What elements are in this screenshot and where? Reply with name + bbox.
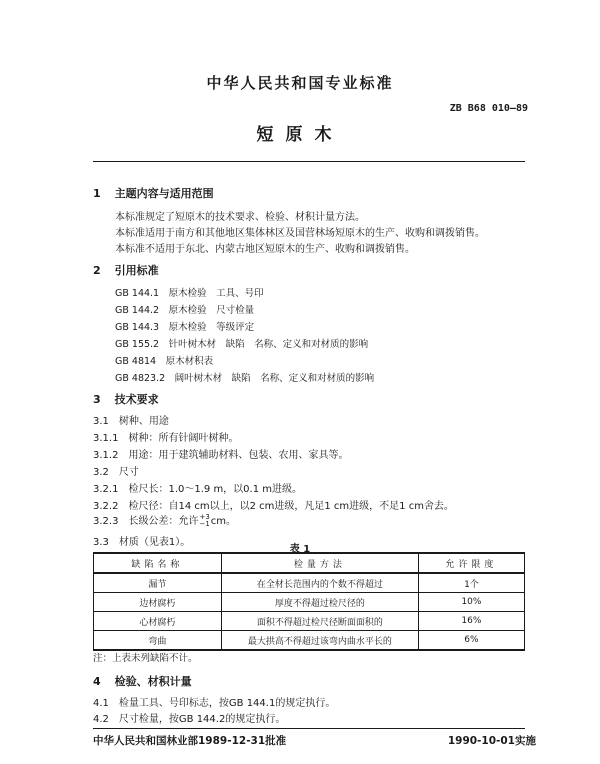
cell-defect-name: 漏节 [94, 573, 222, 593]
clause [93, 480, 302, 495]
reference-code: GB 4814 [115, 356, 157, 367]
section-2-number: 2 [93, 264, 101, 277]
reference-name: 原木材积表 [165, 356, 214, 367]
header-divider [93, 161, 525, 162]
reference-code: GB 144.3 [115, 322, 160, 333]
clause-number: 3.1.2 [93, 450, 119, 461]
footer-issuer: 中华人民共和国林业部1989-12-31批准 [93, 735, 287, 747]
clause-text: 材质（见表1）。 [118, 537, 191, 548]
section-1-paragraph: 本标准不适用于东北、内蒙古地区短原木的生产、收购和调拨销售。 [115, 244, 415, 255]
section-3-number: 3 [93, 393, 101, 406]
reference-name: 阔叶树木材 缺陷 名称、定义和对材质的影响 [174, 373, 375, 384]
clause-text: 用途：用于建筑辅助材料、包装、农用、家具等。 [128, 450, 349, 461]
tolerance-upper: +3 [199, 513, 210, 521]
tolerance-unit: cm。 [210, 516, 237, 527]
table-row [94, 612, 525, 631]
reference-name: 原木检验 尺寸检量 [168, 305, 255, 316]
cell-method: 面积不得超过检尺径断面面积的 [221, 612, 418, 631]
reference-name: 原木检验 工具、号印 [168, 288, 264, 299]
cell-limit: 10% [418, 593, 524, 612]
table-row [94, 573, 525, 593]
clause-text: 树种：所有针阔叶树种。 [128, 433, 239, 444]
section-2-heading [93, 262, 159, 278]
clause-number: 3.3 [93, 537, 109, 548]
clause-number: 4.2 [93, 714, 109, 725]
reference-item [115, 302, 254, 316]
header-limit: 允许限度 [418, 553, 524, 573]
clause-text: 检尺长：1.0～1.9 m，以0.1 m进级。 [128, 484, 303, 495]
reference-code: GB 144.1 [115, 288, 160, 299]
clause-number: 3.1 [93, 416, 109, 427]
clause [93, 429, 238, 444]
section-4-number: 4 [93, 675, 101, 688]
tolerance-fraction [199, 514, 209, 528]
clause [93, 446, 348, 461]
section-1-paragraph: 本标准规定了短原木的技术要求、检验、材积计量方法。 [115, 212, 365, 223]
section-1-heading [93, 185, 214, 201]
clause-text: 长级公差：允许 [128, 516, 199, 527]
clause [93, 412, 169, 427]
section-2-title: 引用标准 [114, 264, 159, 277]
reference-item [115, 319, 254, 333]
tolerance-lower: −1 [199, 520, 210, 528]
header-defect-name: 缺陷名称 [94, 553, 222, 573]
table-note: 注：上表未列缺陷不计。 [93, 653, 198, 664]
clause-text: 尺寸 [118, 467, 139, 478]
clause [93, 710, 285, 725]
footer-effective-date: 1990-10-01实施 [447, 735, 536, 747]
clause [93, 694, 335, 709]
clause-number: 3.2.3 [93, 516, 119, 527]
cell-defect-name: 弯曲 [94, 631, 222, 651]
reference-item [115, 353, 213, 367]
standard-type: 中华人民共和国专业标准 [206, 74, 394, 92]
clause-tolerance [93, 512, 236, 528]
clause [93, 463, 139, 478]
clause-text: 检量工具、号印标志，按GB 144.1的规定执行。 [118, 698, 336, 709]
section-3-heading [93, 391, 159, 407]
clause-number: 4.1 [93, 698, 109, 709]
clause-text: 树种、用途 [118, 416, 169, 427]
defect-table [93, 552, 525, 651]
cell-defect-name: 边材腐朽 [94, 593, 222, 612]
clause-number: 3.2.1 [93, 484, 119, 495]
section-1-paragraph: 本标准适用于南方和其他地区集体林区及国营林场短原木的生产、收购和调拨销售。 [115, 228, 485, 239]
reference-name: 原木检验 等级评定 [168, 322, 255, 333]
table-header-row [94, 553, 525, 573]
cell-defect-name: 心材腐朽 [94, 612, 222, 631]
reference-code: GB 155.2 [115, 339, 160, 350]
reference-item [115, 370, 374, 384]
clause-number: 3.2 [93, 467, 109, 478]
table-row [94, 593, 525, 612]
section-4-heading [93, 673, 192, 689]
clause-number: 3.2.2 [93, 501, 119, 512]
clause-text: 检尺径：自14 cm以上，以2 cm进级，凡足1 cm进级，不足1 cm舍去。 [128, 501, 454, 512]
section-1-title: 主题内容与适用范围 [114, 187, 214, 200]
cell-method: 厚度不得超过检尺径的 [221, 593, 418, 612]
reference-item [115, 336, 368, 350]
reference-name: 针叶树木材 缺陷 名称、定义和对材质的影响 [168, 339, 369, 350]
table-row [94, 631, 525, 651]
header-method: 检量方法 [221, 553, 418, 573]
cell-method: 最大拱高不得超过该弯内曲水平长的 [221, 631, 418, 651]
cell-method: 在全材长范围内的个数不得超过 [221, 573, 418, 593]
footer-divider [93, 728, 525, 729]
reference-code: GB 4823.2 [115, 373, 166, 384]
cell-limit: 1个 [418, 573, 524, 593]
clause-number: 3.1.1 [93, 433, 119, 444]
table-caption: 表 1 [289, 544, 311, 555]
reference-code: GB 144.2 [115, 305, 160, 316]
cell-limit: 16% [418, 612, 524, 631]
reference-item [115, 285, 264, 299]
section-3-title: 技术要求 [114, 393, 159, 406]
clause [93, 497, 454, 512]
section-4-title: 检验、材积计量 [114, 675, 192, 688]
page-title: 短原木 [256, 125, 344, 145]
standard-code: ZB B68 010—89 [449, 103, 528, 114]
cell-limit: 6% [418, 631, 524, 651]
section-1-number: 1 [93, 187, 101, 200]
clause-text: 尺寸检量，按GB 144.2的规定执行。 [118, 714, 286, 725]
